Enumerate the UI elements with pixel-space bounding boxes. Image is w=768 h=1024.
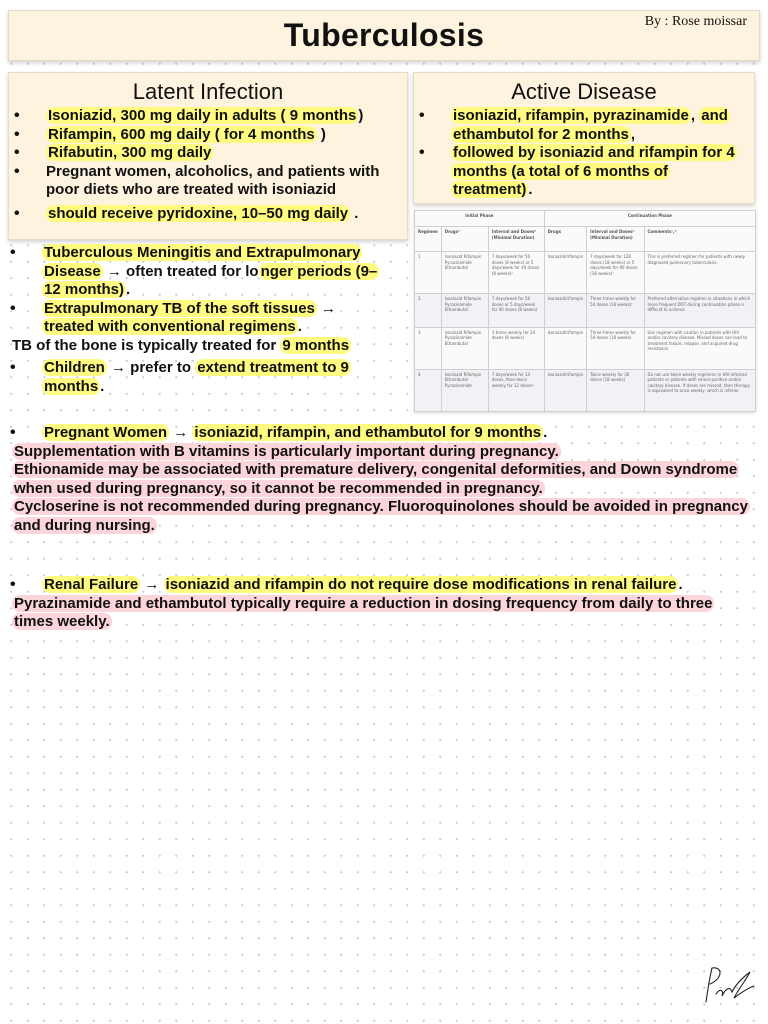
text: . bbox=[100, 377, 105, 395]
text: TB of the bone is typically treated for bbox=[12, 336, 281, 354]
phase-initial: Initial Phase bbox=[415, 211, 545, 227]
renal-list bbox=[42, 576, 752, 595]
renal-notes bbox=[12, 576, 752, 632]
table-row bbox=[415, 369, 756, 411]
column-header: Interval and Dosesᵇ (Minimal Duration) bbox=[488, 227, 544, 252]
list-item bbox=[42, 576, 752, 595]
text: . bbox=[297, 318, 302, 335]
title-banner bbox=[8, 10, 760, 61]
page-title: Tuberculosis bbox=[283, 17, 485, 53]
table-cell: 7 days/week for 56 doses (8 weeks) or 5 days/week for 40 doses (8 weeks)ᵉ bbox=[488, 252, 544, 294]
highlight: should receive pyridoxine, 10–50 mg daily bbox=[48, 204, 349, 222]
pink-highlight: Ethionamide may be associated with premature delivery, congenital deformities, and Down syndrome when used during pregnancy, so it cannot be recommended in pregnancy. bbox=[14, 461, 738, 497]
active-list bbox=[451, 107, 748, 200]
table-cell: 7 days/week for 126 doses (18 weeks) or 5 days/week for 90 doses (18 weeks)ᵉ bbox=[587, 252, 644, 294]
table-cell: This is preferred regimen for patients with newly diagnosed pulmonary tuberculosis. bbox=[644, 252, 756, 294]
bone-note bbox=[12, 337, 384, 356]
pregnancy-note bbox=[12, 498, 752, 535]
text: → prefer to bbox=[106, 359, 196, 376]
pregnant-list bbox=[42, 424, 752, 443]
table-cell: Twice weekly for 36 doses (18 weeks) bbox=[587, 369, 644, 411]
text: . bbox=[678, 576, 683, 593]
table-cell: Isoniazid/rifampin bbox=[544, 252, 587, 294]
pink-highlight: Cycloserine is not recommended during pregnancy. Fluoroquinolones should be avoided in pregnancy and during nursing. bbox=[14, 498, 748, 534]
renal-note bbox=[12, 595, 752, 632]
column-header: Drugsᵃ bbox=[441, 227, 488, 252]
text: → bbox=[316, 299, 337, 317]
latent-heading: Latent Infection bbox=[132, 79, 284, 104]
author-credit: By : Rose moissar bbox=[644, 14, 747, 29]
highlight: isoniazid and rifampin do not require dose modifications in renal failure bbox=[165, 576, 677, 593]
table-cell: Preferred alternative regimen in situations in which more frequent DOT during continuation phase is difficult to achieve. bbox=[644, 294, 756, 328]
highlight: nger periods (9–12 months) bbox=[44, 262, 378, 298]
table-row bbox=[415, 327, 756, 369]
highlight: treated with conventional regimens bbox=[44, 318, 296, 335]
pregnancy-note bbox=[12, 461, 752, 498]
text: , bbox=[630, 125, 636, 143]
column-header: Interval and Dosesᵇ (Minimal Duration) bbox=[587, 227, 644, 252]
table-cell: Isoniazid Rifampin Pyrazinamide Ethambutol bbox=[441, 327, 488, 369]
active-heading: Active Disease bbox=[511, 79, 657, 104]
list-item bbox=[42, 359, 384, 396]
table-cell: Isoniazid Rifampin Ethambutol Pyrazinamide bbox=[441, 369, 488, 411]
highlight: and ethambutol for 2 months bbox=[453, 107, 728, 143]
text: → bbox=[140, 576, 164, 593]
latent-infection-box bbox=[8, 72, 408, 240]
text: → often treated for lo bbox=[102, 262, 259, 280]
table-cell: 1 bbox=[415, 252, 442, 294]
text: , bbox=[690, 107, 696, 124]
list-item bbox=[42, 300, 384, 337]
highlight: extend treatment to 9 months bbox=[44, 359, 349, 395]
pink-highlight: Pyrazinamide and ethambutol typically require a reduction in dosing frequency from daily to three times weekly. bbox=[14, 594, 713, 630]
highlight: isoniazid, rifampin, pyrazinamide bbox=[453, 107, 689, 124]
list-item bbox=[451, 144, 748, 200]
table-cell: Isoniazid/rifampin bbox=[544, 327, 587, 369]
phase-continuation: Continuation Phase bbox=[544, 211, 755, 227]
latent-list bbox=[46, 107, 401, 223]
signature-icon bbox=[698, 958, 758, 1010]
table-cell: Use regimen with caution in patients with HIV and/or cavitary disease. Missed doses can lead to treatment failure, relapse, and acquired drug resistance. bbox=[644, 327, 756, 369]
highlight: isoniazid, rifampin, and ethambutol for 9 months bbox=[194, 424, 542, 441]
table-cell: 7 days/week for 14 doses, then twice weekly for 12 dosesᵍ bbox=[488, 369, 544, 411]
list-item bbox=[46, 126, 401, 145]
highlight: 9 months bbox=[282, 336, 350, 354]
table-cell: Three times weekly for 54 doses (18 weeks) bbox=[587, 327, 644, 369]
column-header: Drugs bbox=[544, 227, 587, 252]
list-item bbox=[451, 107, 748, 144]
table-cell: Isoniazid Rifampin Pyrazinamide Ethambutol bbox=[441, 252, 488, 294]
text: . bbox=[543, 424, 548, 441]
text: → bbox=[169, 424, 193, 441]
active-disease-box bbox=[413, 72, 755, 204]
highlight: Pregnant Women bbox=[44, 424, 168, 441]
table-cell: Do not use twice weekly regimens in HIV-infected patients or patients with smear-positive and/or cavitary disease. If doses are missed, then therapy is equivalent to once weekly, which is inferior. bbox=[644, 369, 756, 411]
highlight: Extrapulmonary TB of the soft tissues bbox=[44, 299, 315, 317]
extrapulmonary-notes bbox=[12, 244, 384, 396]
text: . bbox=[350, 204, 359, 222]
list-item bbox=[46, 163, 401, 200]
text: . bbox=[126, 281, 131, 298]
table-cell: Isoniazid Rifampin Pyrazinamide Ethambutol bbox=[441, 294, 488, 328]
regimen-table bbox=[414, 210, 756, 412]
column-header: Regimen bbox=[415, 227, 442, 252]
pregnancy-notes bbox=[12, 424, 752, 535]
table-cell: Three times weekly for 54 doses (18 weeks)ᶠ bbox=[587, 294, 644, 328]
highlight: Isoniazid, 300 mg daily in adults ( 9 months bbox=[48, 107, 357, 124]
list-item bbox=[46, 107, 401, 126]
list-item bbox=[46, 144, 401, 163]
highlight: Renal Failure bbox=[44, 576, 139, 593]
children-list bbox=[42, 359, 384, 396]
pink-highlight: Supplementation with B vitamins is particularly important during pregnancy. bbox=[14, 442, 559, 460]
table-cell: Isoniazid/rifampin bbox=[544, 369, 587, 411]
list-item bbox=[46, 205, 401, 224]
list-item bbox=[42, 244, 384, 300]
highlight: Tuberculous Meningitis and Extrapulmonary Disease bbox=[44, 244, 361, 280]
table-cell: Isoniazid/rifampin bbox=[544, 294, 587, 328]
table-phase-row bbox=[415, 211, 756, 227]
table-cell: 3 bbox=[415, 327, 442, 369]
text: ) bbox=[316, 125, 326, 143]
highlight: followed by isoniazid and rifampin for 4 months (a total of 6 months of treatment) bbox=[453, 144, 735, 198]
highlight: Rifampin, 600 mg daily ( for 4 months bbox=[48, 125, 315, 143]
table-row bbox=[415, 294, 756, 328]
table-cell: 3 times weekly for 24 doses (8 weeks) bbox=[488, 327, 544, 369]
table-cell: 2 bbox=[415, 294, 442, 328]
table-cell: 7 days/week for 56 doses or 5 days/week for 40 doses (8 weeks) bbox=[488, 294, 544, 328]
text: . bbox=[528, 181, 533, 198]
highlight: Children bbox=[44, 359, 105, 376]
table-cell: 4 bbox=[415, 369, 442, 411]
text: ) bbox=[358, 107, 364, 124]
text: Pregnant women, alcoholics, and patients with poor diets who are treated with isoniazid bbox=[46, 162, 380, 198]
pregnancy-note bbox=[12, 443, 752, 462]
highlight: Rifabutin, 300 mg daily bbox=[48, 144, 212, 161]
column-header: Commentsᶜ,ᵈ bbox=[644, 227, 756, 252]
table-row bbox=[415, 252, 756, 294]
notes-list bbox=[42, 244, 384, 337]
table-header-row bbox=[415, 227, 756, 252]
list-item bbox=[42, 424, 752, 443]
